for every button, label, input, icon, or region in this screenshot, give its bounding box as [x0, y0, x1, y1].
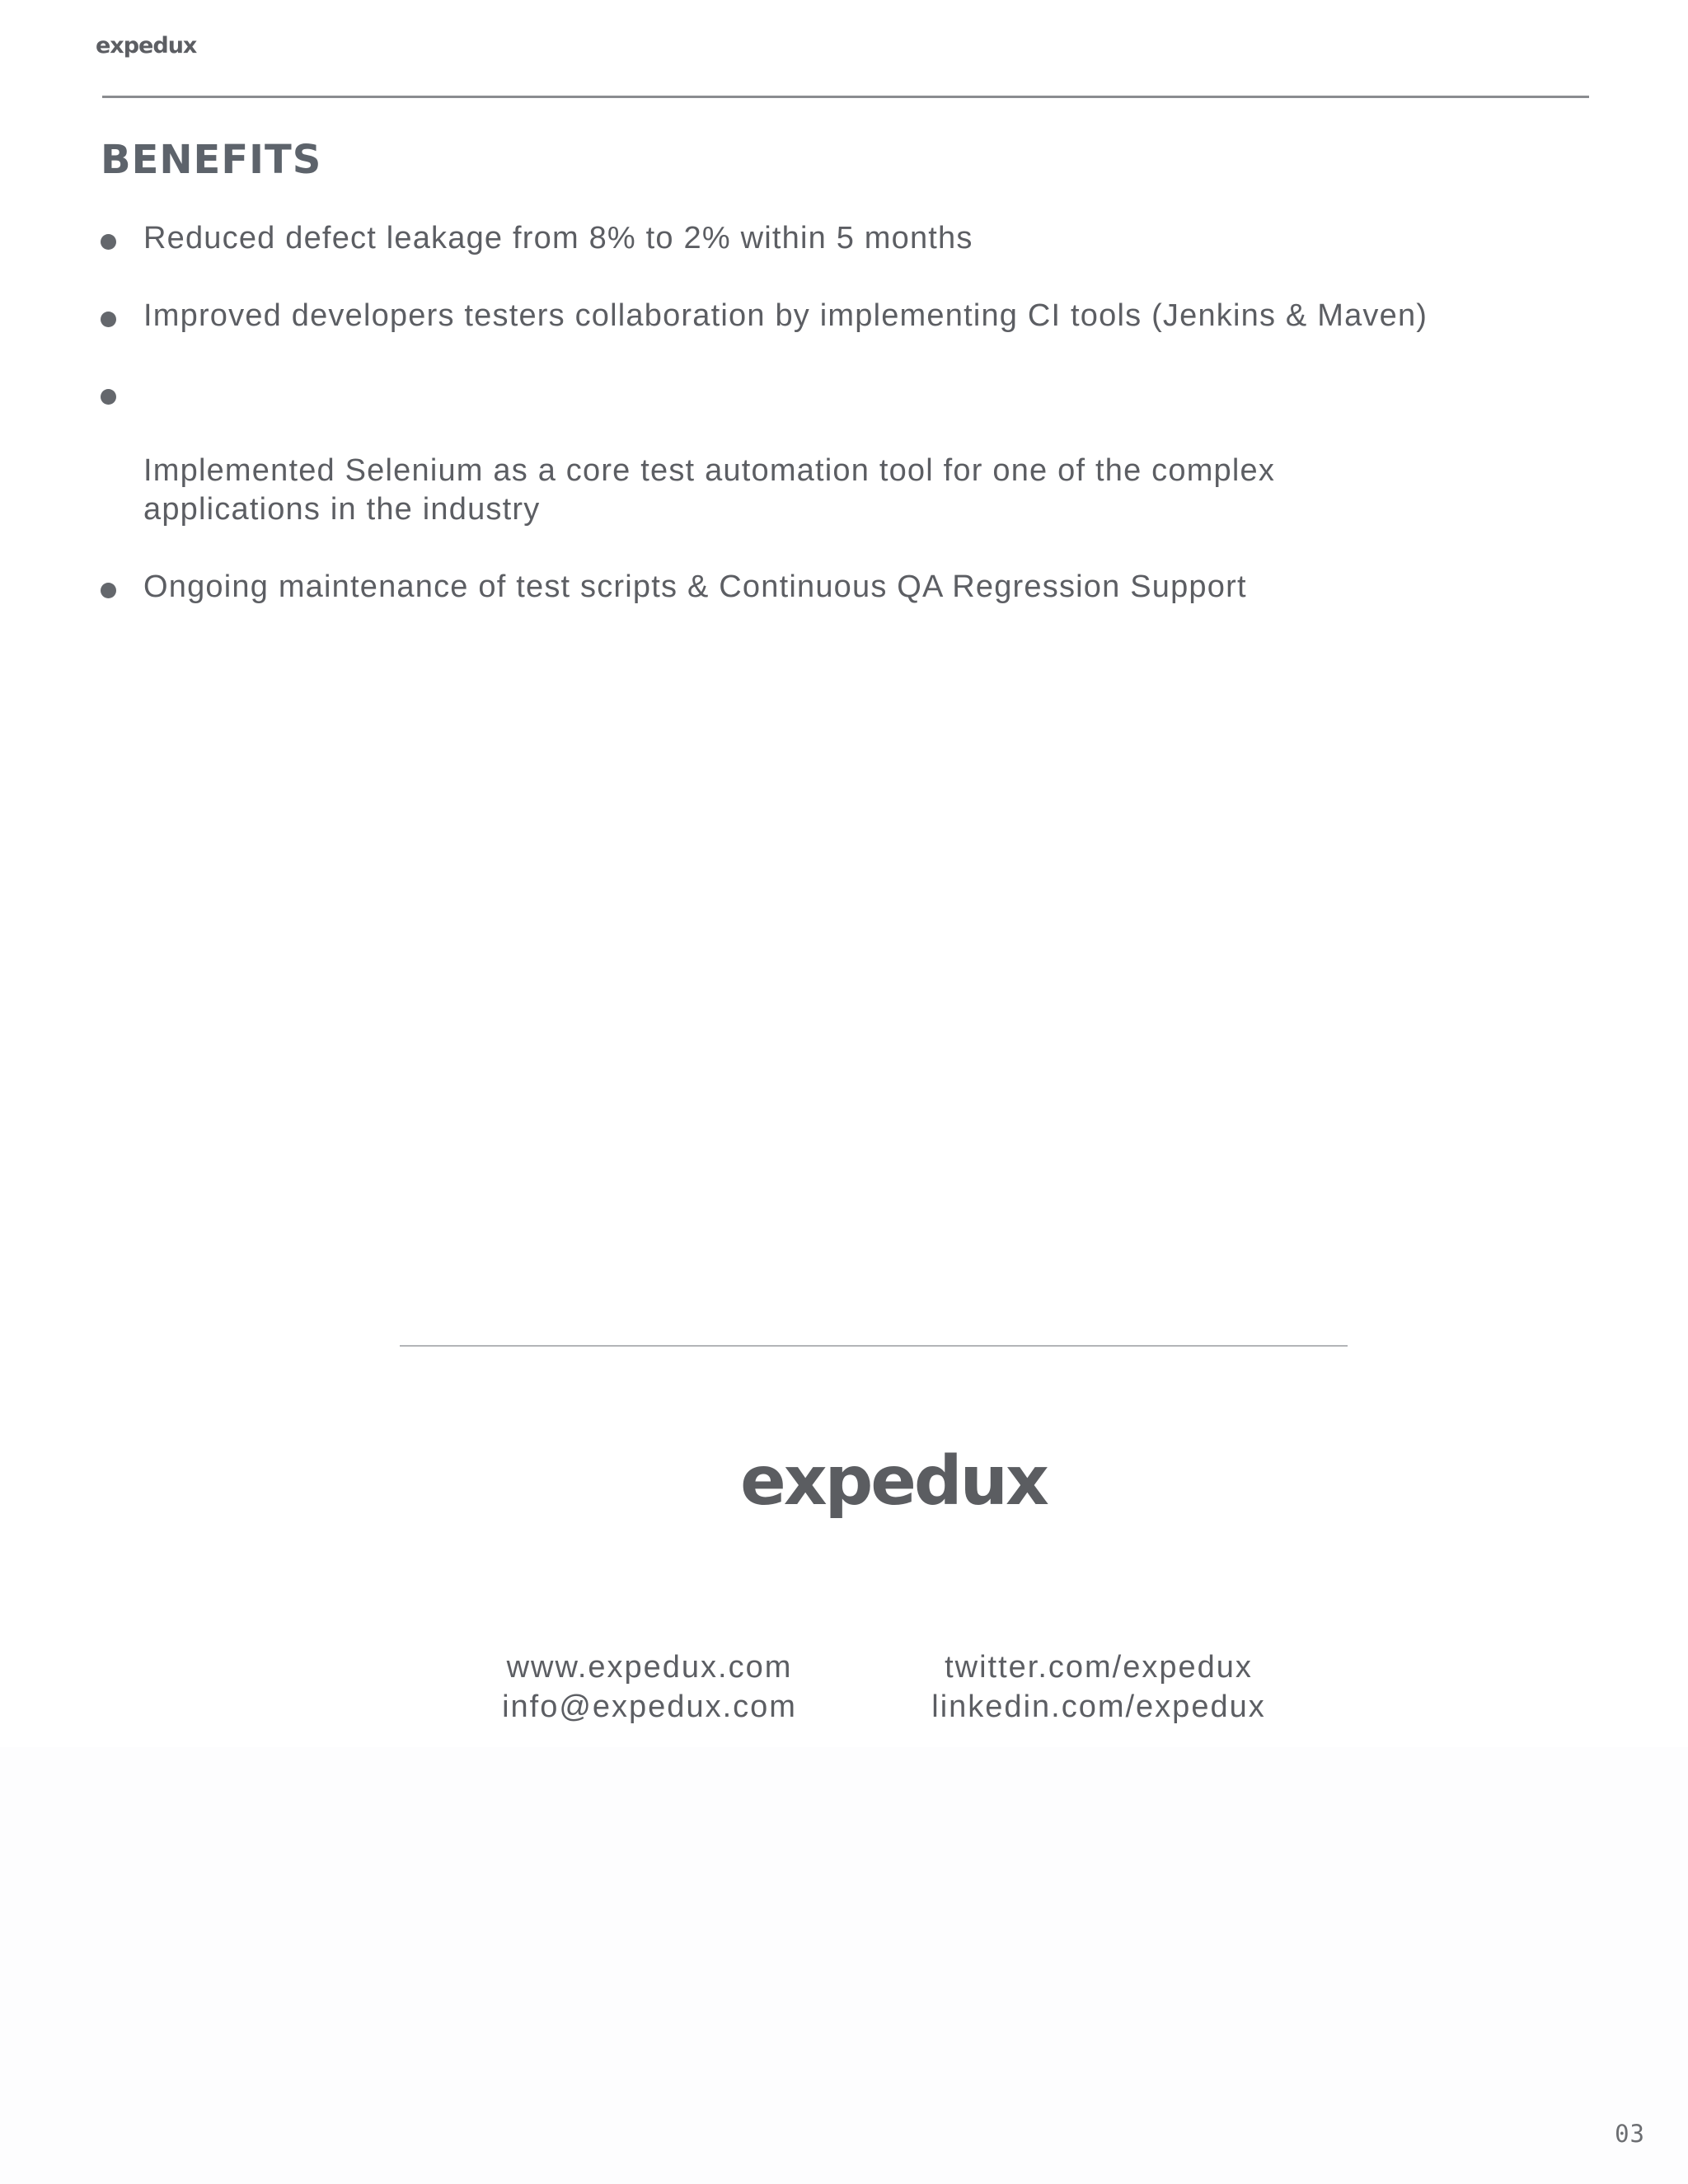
footer-logo: expedux: [740, 1442, 1047, 1521]
benefit-item: [101, 374, 1584, 529]
website-link[interactable]: www.expedux.com: [506, 1650, 793, 1685]
benefit-text: Ongoing maintenance of test scripts & Continuous QA Regression Support: [143, 569, 1247, 604]
section-title: BENEFITS: [101, 137, 322, 183]
benefit-text: Improved developers testers collaboration by implementing CI tools (Jenkins & Maven): [143, 298, 1428, 333]
benefits-list: [101, 219, 1584, 645]
benefit-item: [101, 219, 1584, 258]
email-link[interactable]: info@expedux.com: [502, 1690, 797, 1724]
page-number: 03: [1615, 2120, 1645, 2148]
header-divider: [102, 96, 1589, 98]
benefit-text: Reduced defect leakage from 8% to 2% within 5 months: [143, 221, 973, 255]
footer-divider: [400, 1345, 1348, 1347]
contact-web-column: [443, 1647, 856, 1727]
bullet-icon: [101, 234, 116, 250]
bullet-icon: [101, 389, 116, 405]
benefit-text: Implemented Selenium as a core test automation tool for one of the complex applications in the industry: [143, 453, 1276, 527]
linkedin-link[interactable]: linkedin.com/expedux: [931, 1690, 1266, 1724]
footer-background: [0, 1747, 1688, 2184]
twitter-link[interactable]: twitter.com/expedux: [945, 1650, 1253, 1685]
header-logo: expedux: [96, 33, 197, 59]
benefit-item: [101, 297, 1584, 335]
contact-social-column: [893, 1647, 1305, 1727]
bullet-icon: [101, 583, 116, 598]
bullet-icon: [101, 312, 116, 327]
benefit-item: [101, 568, 1584, 607]
